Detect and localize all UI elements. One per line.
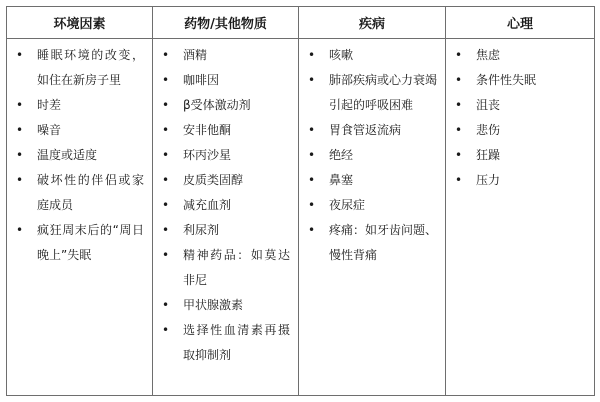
- list-item: • 悲伤: [446, 118, 594, 143]
- header-psychological: 心理: [446, 7, 595, 39]
- list-item: • 酒精: [153, 43, 298, 68]
- diseases-list: [299, 39, 445, 268]
- list-item: • 绝经: [299, 143, 445, 168]
- list-item: • 肺部疾病或心力衰竭引起的呼吸困难: [299, 68, 445, 118]
- list-item: • 疯狂周末后的“周日晚上”失眠: [7, 218, 152, 268]
- header-drugs-other-substances: 药物/其他物质: [153, 7, 299, 39]
- list-item: • 精神药品：如莫达非尼: [153, 243, 298, 293]
- list-item: • 减充血剂: [153, 193, 298, 218]
- list-item: • 皮质类固醇: [153, 168, 298, 193]
- header-environmental-factors: 环境因素: [7, 7, 153, 39]
- list-item: • 夜尿症: [299, 193, 445, 218]
- list-item: • 安非他酮: [153, 118, 298, 143]
- list-item: • 温度或适度: [7, 143, 152, 168]
- list-item: • 疼痛：如牙齿问题、慢性背痛: [299, 218, 445, 268]
- list-item: • β受体激动剂: [153, 93, 298, 118]
- list-item: • 焦虑: [446, 43, 594, 68]
- environmental-factors-list: [7, 39, 152, 268]
- list-item: • 咳嗽: [299, 43, 445, 68]
- list-item: • 鼻塞: [299, 168, 445, 193]
- psychological-list: [446, 39, 594, 193]
- psychological-cell: [446, 39, 595, 396]
- header-diseases: 疾病: [299, 7, 446, 39]
- list-item: • 破坏性的伴侣或家庭成员: [7, 168, 152, 218]
- body-row: [7, 39, 595, 396]
- header-row: [7, 7, 595, 39]
- list-item: • 沮丧: [446, 93, 594, 118]
- list-item: • 噪音: [7, 118, 152, 143]
- diseases-cell: [299, 39, 446, 396]
- list-item: • 胃食管返流病: [299, 118, 445, 143]
- list-item: • 狂躁: [446, 143, 594, 168]
- drugs-other-substances-cell: [153, 39, 299, 396]
- list-item: • 睡眠环境的改变，如住在新房子里: [7, 43, 152, 93]
- list-item: • 条件性失眠: [446, 68, 594, 93]
- list-item: • 咖啡因: [153, 68, 298, 93]
- list-item: • 环丙沙星: [153, 143, 298, 168]
- environmental-factors-cell: [7, 39, 153, 396]
- list-item: • 利尿剂: [153, 218, 298, 243]
- list-item: • 选择性血清素再摄取抑制剂: [153, 318, 298, 368]
- list-item: • 压力: [446, 168, 594, 193]
- drugs-other-substances-list: [153, 39, 298, 368]
- insomnia-causes-table-container: [6, 6, 594, 398]
- list-item: • 时差: [7, 93, 152, 118]
- insomnia-causes-table: [6, 6, 595, 396]
- list-item: • 甲状腺激素: [153, 293, 298, 318]
